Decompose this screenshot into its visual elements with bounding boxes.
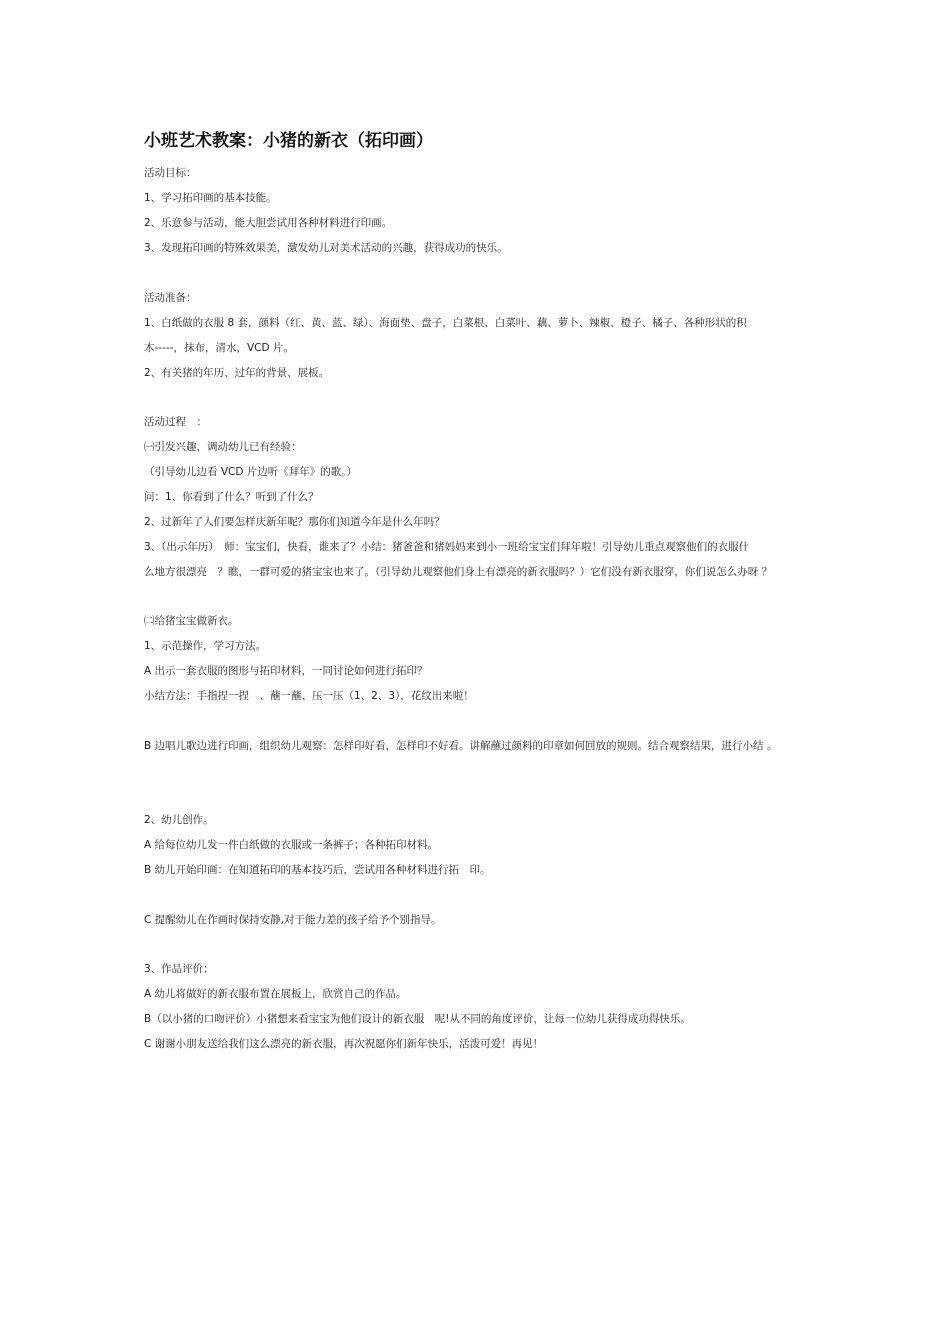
process-line: 小结方法：手指捏一捏 、蘸一蘸、压一压（1、2、3），花纹出来啦！ bbox=[144, 690, 474, 702]
document-title: 小班艺术教案：小猪的新衣（拓印画） bbox=[144, 131, 433, 151]
evaluation-heading: 3、作品评价： bbox=[144, 963, 214, 975]
section-heading-process: 活动过程 ： bbox=[144, 416, 207, 428]
process-line: B（以小猪的口吻评价）小猪想来看宝宝为他们设计的新衣服 呢!从不同的角度评价，让每一位幼儿获得成功得快乐。 bbox=[144, 1013, 691, 1025]
process-line: A 出示一套衣服的图形与拓印材料，一同讨论如何进行拓印？ bbox=[144, 665, 428, 677]
process-line: B 幼儿开始印画：在知道拓印的基本技巧后，尝试用各种材料进行拓 印。 bbox=[144, 864, 491, 876]
process-step-1-heading: ㈠引发兴趣，调动幼儿已有经验： bbox=[144, 441, 302, 453]
process-line: C 提醒幼儿在作画时保持安静,对于能力差的孩子给予个别指导。 bbox=[144, 914, 442, 926]
process-line: 3、（出示年历） 师：宝宝们，快看，谁来了？小结：猪爸爸和猪妈妈来到小一班给宝宝们拜年啦！引导幼儿重点观察他们的衣服什 bbox=[144, 541, 750, 553]
section-heading-preparation: 活动准备： bbox=[144, 292, 197, 304]
preparation-item-1: 1、白纸做的衣服 8 套，颜料（红、黄、蓝、绿）、海面垫、盘子，白菜根、白菜叶、藕、萝卜、辣椒、橙子、橘子、各种形状的积 bbox=[144, 317, 747, 329]
preparation-item-1-continued: 木-----，抹布，清水，VCD 片。 bbox=[144, 342, 294, 354]
goal-item-3: 3、发现拓印画的特殊效果美，激发幼儿对美术活动的兴趣，获得成功的快乐。 bbox=[144, 242, 508, 254]
creation-heading: 2、幼儿创作。 bbox=[144, 814, 214, 826]
section-heading-goals: 活动目标： bbox=[144, 167, 197, 179]
preparation-item-2: 2、有关猪的年历、过年的背景、展板。 bbox=[144, 367, 330, 379]
process-line: C 谢谢小朋友送给我们这么漂亮的新衣服，再次祝愿你们新年快乐，活泼可爱！再见！ bbox=[144, 1038, 544, 1050]
process-line: 1、示范操作，学习方法。 bbox=[144, 640, 267, 652]
process-line: 2、过新年了人们要怎样庆新年呢？那你们知道今年是什么年吗？ bbox=[144, 516, 445, 528]
process-line: A 幼儿将做好的新衣服布置在展板上，欣赏自己的作品。 bbox=[144, 988, 407, 1000]
process-line: （引导幼儿边看 VCD 片边听《拜年》的歌。） bbox=[144, 466, 358, 478]
process-line: B 边唱儿歌边进行印画，组织幼儿观察：怎样印好看，怎样印不好看。讲解蘸过颜料的印章如何回放的规则。结合观察结果，进行小结 。 bbox=[144, 740, 778, 752]
goal-item-1: 1、学习拓印画的基本技能。 bbox=[144, 192, 277, 204]
process-line: 问：1、你看到了什么？听到了什么？ bbox=[144, 491, 319, 503]
process-step-2-heading: ㈡给猪宝宝做新衣。 bbox=[144, 615, 239, 627]
process-line: A 给每位幼儿发一件白纸做的衣服或一条裤子；各种拓印材料。 bbox=[144, 839, 439, 851]
process-line: 么地方很漂亮 ？瞧，一群可爱的猪宝宝也来了。（引导幼儿观察他们身上有漂亮的新衣服吗？）它们没有新衣服穿，你们说怎么办呀 ？ bbox=[144, 566, 773, 578]
goal-item-2: 2、乐意参与活动，能大胆尝试用各种材料进行印画。 bbox=[144, 217, 393, 229]
